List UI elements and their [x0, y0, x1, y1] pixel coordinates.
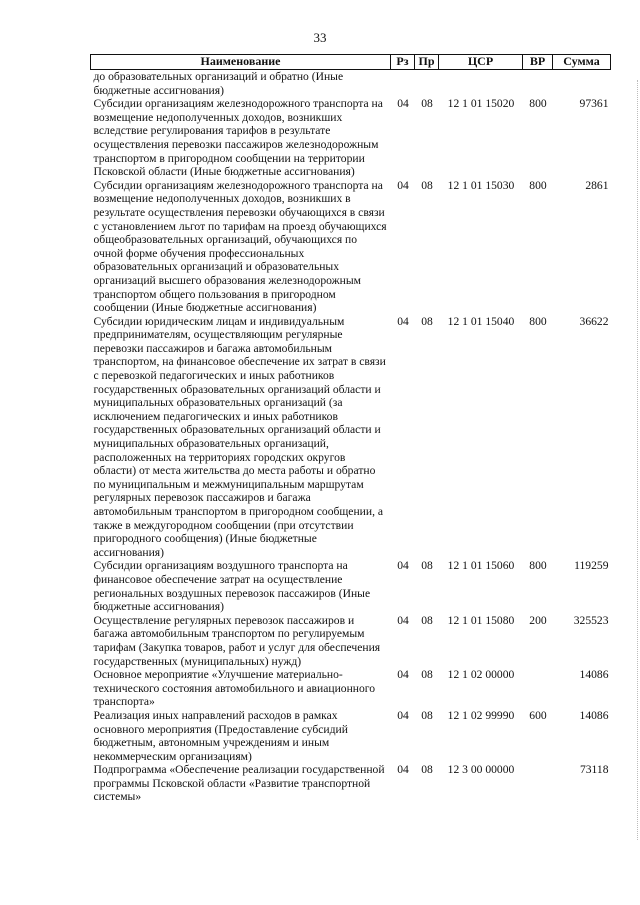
row-name: Подпрограмма «Обеспечение реализации государственной программы Псковской области «Развитие транспортной системы» — [93, 763, 385, 804]
row-csr: 12 3 00 00000 — [447, 763, 515, 777]
row-sum: 325523 — [573, 613, 609, 627]
row-pr: 08 — [421, 97, 433, 111]
row-name: Субсидии организациям воздушного транспорта на финансовое обеспечение затрат на осуществление региональных воздушных перевозок пассажиров (Иные бюджетные ассигнования) — [93, 559, 371, 614]
table-row — [91, 70, 611, 98]
row-sum: 36622 — [579, 314, 609, 328]
budget-table — [90, 54, 611, 804]
row-name: Субсидии организациям железнодорожного транспорта на возмещение недополученных доходов, возникших в результате осуществления перевозки обучающихся в связи с установлением льгот по тарифам на проезд обучающихся общеобразовательных организаций, обучающихся по очной форме обучения профессиональных образовательных организаций и образовательных организаций высшего образования железнодорожным транспортом общего пользования в пригородном сообщении (Иные бюджетные ассигнования) — [93, 178, 387, 315]
row-pr: 08 — [421, 559, 433, 573]
row-vr — [523, 668, 553, 709]
row-vr: 800 — [529, 314, 547, 328]
table-row — [91, 97, 611, 179]
row-rz: 04 — [397, 613, 409, 627]
table-row — [91, 709, 611, 763]
row-vr: 200 — [529, 613, 547, 627]
row-rz: 04 — [397, 708, 409, 722]
row-sum: 73118 — [579, 763, 609, 777]
row-name: Субсидии юридическим лицам и индивидуальным предпринимателям, осуществляющим регулярные перевозки пассажиров и багажа автомобильным транспортом, на финансовое обеспечение их затрат в связи с перевозкой педагогических и иных работников государственных образовательных организаций области и муниципальных образовательных организаций (за исключением педагогических и иных работников государственных образовательных организаций области и муниципальных образовательных организаций, расположенных на территориях городских округов области) от места жительства до места работы и обратно по муниципальным и межмуниципальным маршрутам регулярных перевозок пассажиров и багажа автомобильным транспортом в пригородном сообщении, а также в междугородном сообщении (при отсутствии пригородного сообщения) (Иные бюджетные ассигнования) — [93, 314, 386, 559]
table-row — [91, 179, 611, 315]
row-csr: 12 1 02 99990 — [447, 708, 515, 722]
row-vr: 600 — [529, 708, 547, 722]
table-row — [91, 315, 611, 560]
row-pr: 08 — [421, 178, 433, 192]
row-csr: 12 1 01 15040 — [447, 314, 515, 328]
row-sum: 2861 — [585, 178, 609, 192]
row-pr: 08 — [421, 668, 433, 682]
row-csr: 12 1 01 15060 — [447, 559, 515, 573]
table-header-row — [91, 55, 611, 70]
row-name: Реализация иных направлений расходов в рамках основного мероприятия (Предоставление субсидий бюджетным, автономным учреждениям и иным некоммерческим организациям) — [93, 708, 348, 763]
header-rz: Рз — [391, 55, 415, 70]
header-vr: ВР — [523, 55, 553, 70]
row-csr: 12 1 01 15020 — [447, 97, 515, 111]
row-rz: 04 — [397, 559, 409, 573]
row-sum: 14086 — [579, 708, 609, 722]
row-vr: 800 — [529, 97, 547, 111]
row-rz: 04 — [397, 178, 409, 192]
row-csr — [439, 70, 523, 98]
header-csr: ЦСР — [439, 55, 523, 70]
row-pr: 08 — [421, 314, 433, 328]
table-row — [91, 668, 611, 709]
row-name: до образовательных организаций и обратно (Иные бюджетные ассигнования) — [93, 70, 344, 97]
table-row — [91, 559, 611, 613]
row-sum: 97361 — [579, 97, 609, 111]
row-pr: 08 — [421, 763, 433, 777]
row-csr: 12 1 01 15080 — [447, 613, 515, 627]
page-number: 33 — [313, 30, 327, 45]
table-row — [91, 763, 611, 804]
row-name: Основное мероприятие «Улучшение материально-технического состояния автомобильного и авиационного транспорта» — [93, 668, 376, 709]
row-sum — [553, 70, 611, 98]
row-pr: 08 — [421, 613, 433, 627]
row-name: Осуществление регулярных перевозок пассажиров и багажа автомобильным транспортом по регулируемым тарифам (Закупка товаров, работ и услуг для обеспечения государственных (муниципальных) нужд) — [93, 613, 381, 668]
row-rz: 04 — [397, 314, 409, 328]
row-csr: 12 1 02 00000 — [447, 668, 515, 682]
header-sum: Сумма — [553, 55, 611, 70]
row-name: Субсидии организациям железнодорожного транспорта на возмещение недополученных доходов, возникших вследствие регулирования тарифов в результате осуществления перевозки пассажиров железнодорожным транспортом в пригородном сообщении на территории Псковской области (Иные бюджетные ассигнования) — [93, 97, 383, 179]
table-row — [91, 614, 611, 668]
header-name: Наименование — [91, 55, 391, 70]
row-pr: 08 — [421, 708, 433, 722]
row-sum: 119259 — [574, 559, 609, 573]
row-pr — [415, 70, 439, 98]
row-rz: 04 — [397, 97, 409, 111]
row-vr: 800 — [529, 178, 547, 192]
row-csr: 12 1 01 15030 — [447, 178, 515, 192]
row-rz: 04 — [397, 763, 409, 777]
row-vr: 800 — [529, 559, 547, 573]
row-rz — [391, 70, 415, 98]
scan-edge-mark — [636, 80, 638, 840]
row-sum: 14086 — [579, 668, 609, 682]
row-vr — [523, 70, 553, 98]
row-vr — [523, 763, 553, 804]
header-pr: Пр — [415, 55, 439, 70]
row-rz: 04 — [397, 668, 409, 682]
